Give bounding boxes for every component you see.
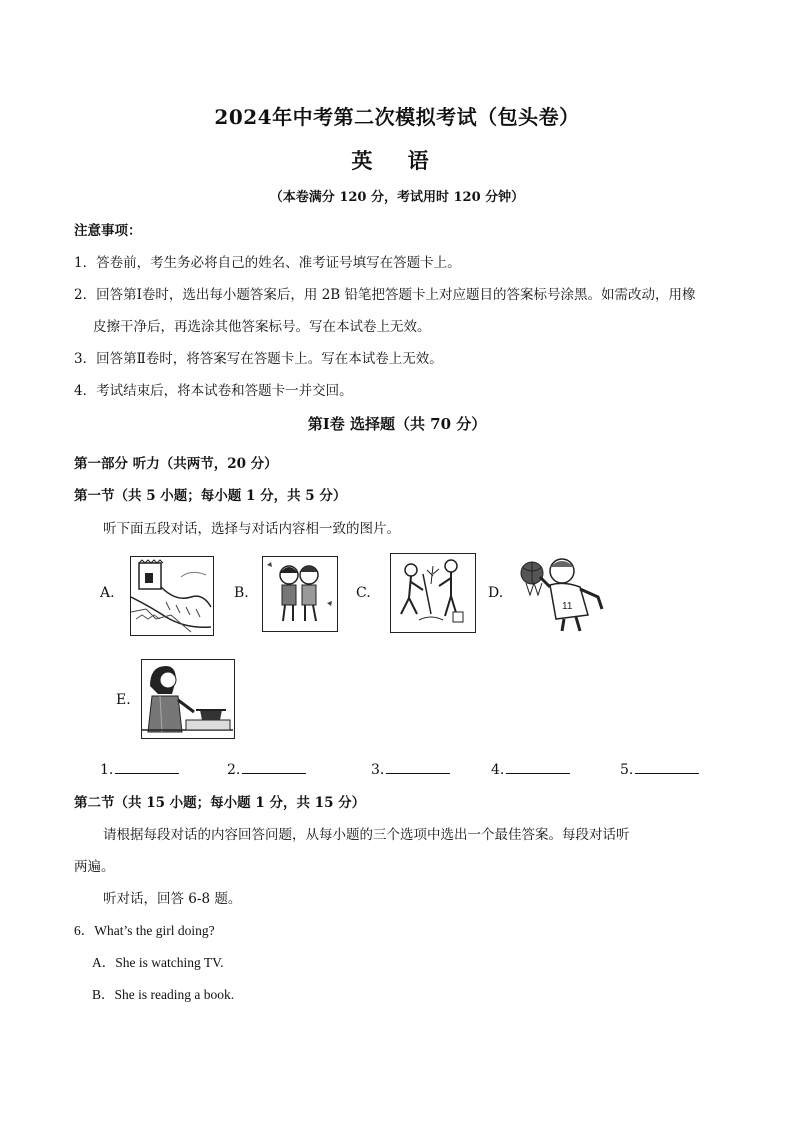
blank-2 [227, 761, 306, 778]
section2-instruction-line2: 两遍。 [74, 859, 115, 875]
option-e-label: E. [116, 692, 131, 708]
blank-4 [491, 761, 570, 778]
option-c-label: C. [356, 585, 371, 601]
blank-3-line[interactable] [386, 761, 450, 774]
option-d-label: D. [488, 585, 504, 601]
blank-1-line[interactable] [115, 761, 179, 774]
section2-title: 第二节（共 15 小题；每小题 1 分，共 15 分） [74, 795, 366, 811]
woman-cooking-picture [141, 659, 235, 739]
blank-4-line[interactable] [506, 761, 570, 774]
great-wall-picture [130, 556, 214, 636]
blank-2-line[interactable] [242, 761, 306, 774]
blank-4-number: 4. [491, 762, 505, 778]
blank-3 [371, 761, 450, 778]
exam-title: 2024年中考第二次模拟考试（包头卷） [214, 105, 580, 129]
svg-text:11: 11 [562, 601, 573, 612]
basketball-player-picture [518, 553, 604, 633]
section2-sub-instruction: 听对话，回答 6-8 题。 [103, 891, 242, 907]
score-note: （本卷满分 120 分，考试用时 120 分钟） [269, 190, 525, 205]
volume1-title: 第Ⅰ卷 选择题（共 70 分） [307, 415, 487, 433]
blank-1-number: 1. [100, 762, 114, 778]
question-6: 6．What’s the girl doing? [74, 923, 215, 938]
section1-instruction: 听下面五段对话，选择与对话内容相一致的图片。 [103, 521, 400, 537]
section1-title: 第一节（共 5 小题；每小题 1 分，共 5 分） [74, 488, 347, 504]
question-6-option-b[interactable]: B．She is reading a book. [92, 987, 235, 1002]
blank-5 [620, 761, 699, 778]
notice-item-4: 4．考试结束后，将本试卷和答题卡一并交回。 [74, 383, 353, 399]
notice-item-1: 1．答卷前，考生务必将自己的姓名、准考证号填写在答题卡上。 [74, 255, 461, 271]
blank-2-number: 2. [227, 762, 241, 778]
planting-trees-picture [390, 553, 476, 633]
subject-title: 英 语 [351, 148, 443, 173]
notice-item-2: 2．回答第Ⅰ卷时，选出每小题答案后，用 2B 铅笔把答题卡上对应题目的答案标号涂黑。如需改动，用橡 [74, 287, 696, 303]
part1-title: 第一部分 听力（共两节，20 分） [74, 456, 278, 472]
question-6-option-a[interactable]: A．She is watching TV. [92, 955, 224, 970]
blank-5-number: 5. [620, 762, 634, 778]
notice-heading: 注意事项： [74, 223, 142, 239]
two-children-picture [262, 556, 338, 632]
notice-item-2-cont: 皮擦干净后，再选涂其他答案标号。写在本试卷上无效。 [93, 319, 431, 335]
option-a-label: A. [100, 585, 115, 601]
option-b-label: B. [234, 585, 249, 601]
blank-3-number: 3. [371, 762, 385, 778]
section2-instruction-line1: 请根据每段对话的内容回答问题，从每小题的三个选项中选出一个最佳答案。每段对话听 [103, 827, 630, 843]
blank-5-line[interactable] [635, 761, 699, 774]
notice-item-3: 3．回答第Ⅱ卷时，将答案写在答题卡上。写在本试卷上无效。 [74, 351, 443, 367]
blank-1 [100, 761, 179, 778]
